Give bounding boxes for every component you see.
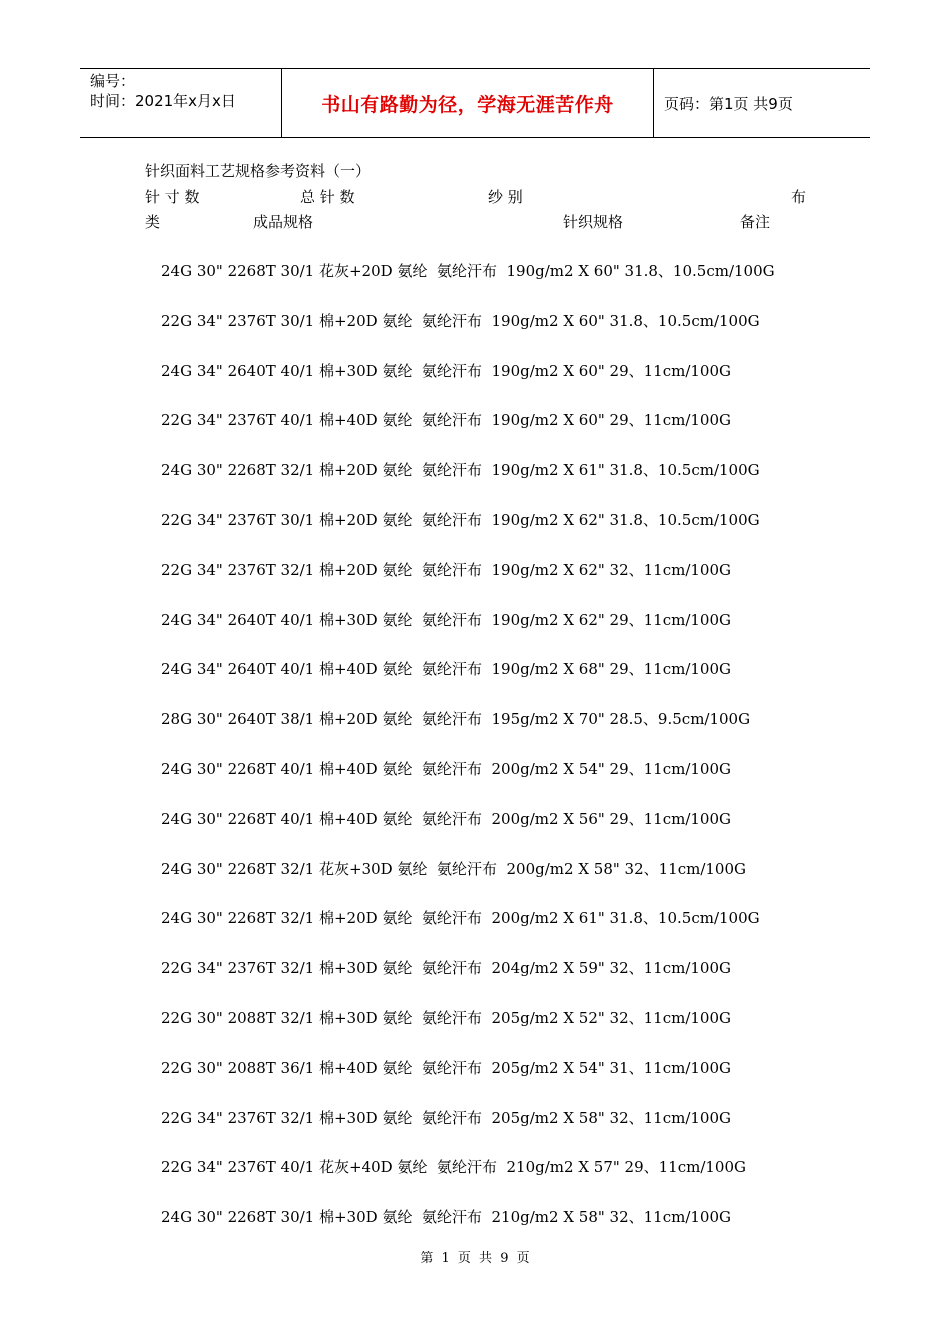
column-fabric-part-b: 类 (145, 213, 161, 231)
header-motto: 书山有路勤为径，学海无涯苦作舟 (321, 93, 614, 116)
spec-row: 22G 30" 2088T 36/1 棉+40D 氨纶 氨纶汗布 205g/m2 X 54" 31、11cm/100G (161, 1058, 732, 1077)
spec-row: 22G 34" 2376T 40/1 棉+40D 氨纶 氨纶汗布 190g/m2 X 60" 29、11cm/100G (161, 411, 732, 430)
spec-row: 24G 30" 2268T 40/1 棉+40D 氨纶 氨纶汗布 200g/m2 X 56" 29、11cm/100G (161, 809, 732, 828)
header-motto-cell (281, 69, 654, 137)
column-remark: 备注 (740, 213, 771, 231)
spec-row: 24G 34" 2640T 40/1 棉+30D 氨纶 氨纶汗布 190g/m2 X 60" 29、11cm/100G (161, 361, 732, 380)
header-page-cell (654, 69, 870, 137)
header-page-label: 页码：第1页 共9页 (664, 94, 793, 113)
spec-row: 24G 30" 2268T 30/1 花灰+20D 氨纶 氨纶汗布 190g/m2 X 60" 31.8、10.5cm/100G (161, 262, 775, 280)
spec-row: 24G 30" 2268T 30/1 棉+30D 氨纶 氨纶汗布 210g/m2 X 58" 32、11cm/100G (161, 1208, 732, 1227)
column-knit-spec: 针织规格 (563, 213, 624, 231)
spec-row: 22G 34" 2376T 32/1 棉+30D 氨纶 氨纶汗布 204g/m2 X 59" 32、11cm/100G (161, 959, 732, 978)
column-needle-size: 针 寸 数 (145, 188, 200, 206)
spec-row: 22G 34" 2376T 30/1 棉+20D 氨纶 氨纶汗布 190g/m2 X 62" 31.8、10.5cm/100G (161, 510, 760, 529)
column-yarn: 纱 别 (488, 188, 523, 206)
document-number-label: 编号： (90, 72, 136, 90)
spec-row: 24G 30" 2268T 32/1 棉+20D 氨纶 氨纶汗布 200g/m2 X 61" 31.8、10.5cm/100G (161, 909, 760, 928)
spec-row: 24G 30" 2268T 40/1 棉+40D 氨纶 氨纶汗布 200g/m2 X 54" 29、11cm/100G (161, 759, 732, 778)
spec-row: 24G 34" 2640T 40/1 棉+40D 氨纶 氨纶汗布 190g/m2 X 68" 29、11cm/100G (161, 660, 732, 679)
header-left-cell (80, 69, 281, 137)
spec-row: 24G 30" 2268T 32/1 花灰+30D 氨纶 氨纶汗布 200g/m2 X 58" 32、11cm/100G (161, 859, 747, 878)
page-header (80, 68, 870, 138)
spec-row: 24G 30" 2268T 32/1 棉+20D 氨纶 氨纶汗布 190g/m2 X 61" 31.8、10.5cm/100G (161, 461, 760, 480)
spec-row: 24G 34" 2640T 40/1 棉+30D 氨纶 氨纶汗布 190g/m2 X 62" 29、11cm/100G (161, 610, 732, 629)
spec-row: 22G 34" 2376T 32/1 棉+20D 氨纶 氨纶汗布 190g/m2 X 62" 32、11cm/100G (161, 560, 732, 579)
spec-list (161, 260, 775, 1256)
document-title: 针织面料工艺规格参考资料（一） (145, 162, 371, 180)
spec-row: 22G 34" 2376T 40/1 花灰+40D 氨纶 氨纶汗布 210g/m2 X 57" 29、11cm/100G (161, 1158, 747, 1177)
spec-row: 22G 34" 2376T 30/1 棉+20D 氨纶 氨纶汗布 190g/m2 X 60" 31.8、10.5cm/100G (161, 311, 760, 330)
spec-row: 28G 30" 2640T 38/1 棉+20D 氨纶 氨纶汗布 195g/m2 X 70" 28.5、9.5cm/100G (161, 710, 751, 729)
spec-row: 22G 34" 2376T 32/1 棉+30D 氨纶 氨纶汗布 205g/m2 X 58" 32、11cm/100G (161, 1108, 732, 1127)
column-total-needles: 总 针 数 (300, 188, 355, 206)
document-time-label: 时间：2021年x月x日 (90, 92, 236, 110)
column-fabric-part-a: 布 (791, 188, 807, 206)
column-finished-spec: 成品规格 (253, 213, 314, 231)
spec-row: 22G 30" 2088T 32/1 棉+30D 氨纶 氨纶汗布 205g/m2 X 52" 32、11cm/100G (161, 1008, 732, 1027)
page-footer: 第 1 页 共 9 页 (420, 1251, 530, 1266)
